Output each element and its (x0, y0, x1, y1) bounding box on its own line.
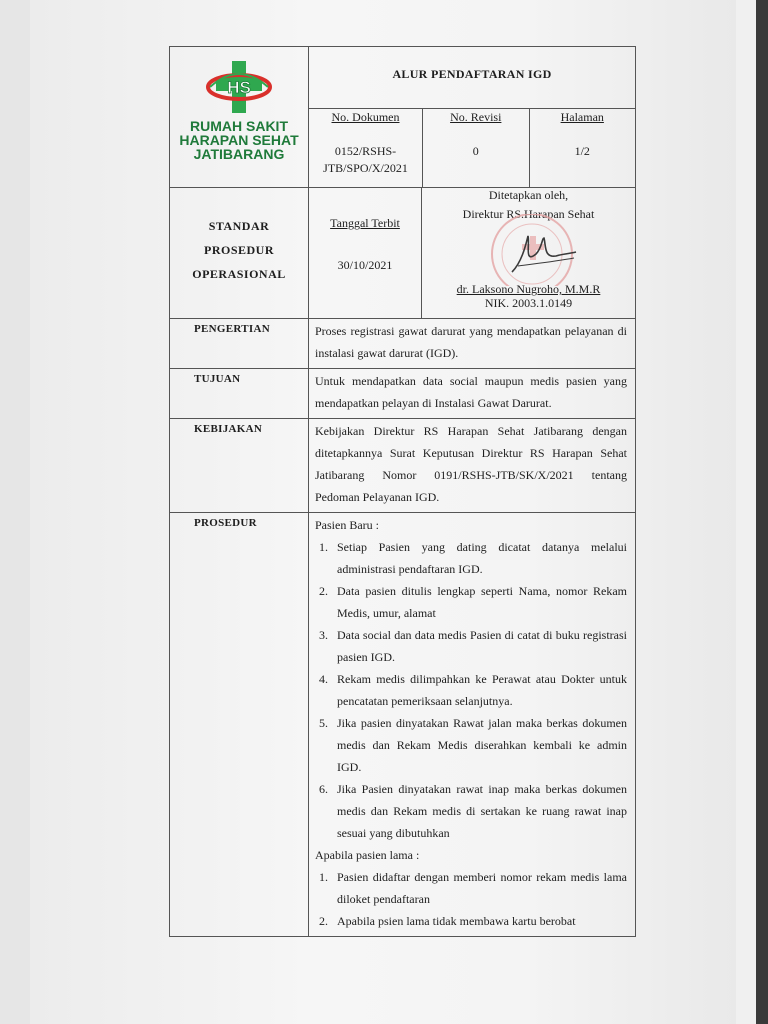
approved-by-label: Ditetapkan oleh, (488, 188, 569, 202)
hospital-logo (204, 59, 274, 117)
doc-number-col (309, 109, 422, 187)
list-item (315, 910, 627, 932)
director-title: Direktur RS.Harapan Sehat (462, 207, 595, 221)
returning-patient-steps (315, 866, 627, 932)
approval-cell (422, 188, 636, 319)
sop-table (169, 46, 636, 937)
revision-col (422, 109, 529, 187)
list-item (315, 536, 627, 580)
step-text: Data social dan data medis Pasien di catat di buku registrasi pasien IGD. (337, 628, 627, 664)
section-label-prosedur: PROSEDUR (170, 513, 309, 937)
doc-number-value: 0152/RSHS-JTB/SPO/X/2021 (323, 144, 408, 175)
hospital-stamp-and-signature (452, 214, 612, 286)
section-text-kebijakan: Kebijakan Direktur RS Harapan Sehat Jatibarang dengan ditetapkannya Surat Keputusan Direktur RS Harapan Sehat Jatibarang Nomor 0191/RSHS-JTB/SK/X/2021 tentang Pedoman Pelayanan IGD. (309, 419, 636, 513)
step-number: 2. (319, 914, 328, 928)
list-item (315, 778, 627, 844)
step-text: Pasien didaftar dengan memberi nomor rekam medis lama diloket pendaftaran (337, 870, 627, 906)
returning-patient-heading: Apabila pasien lama : (315, 848, 420, 862)
revision-label: No. Revisi (450, 110, 502, 124)
sop-line-3: OPERASIONAL (192, 267, 286, 281)
hospital-name-line-1: RUMAH SAKIT (190, 118, 288, 134)
section-label-kebijakan: KEBIJAKAN (170, 419, 309, 513)
step-text: Apabila psien lama tidak membawa kartu berobat (337, 914, 576, 928)
issue-date-value: 30/10/2021 (337, 258, 393, 272)
list-item (315, 866, 627, 910)
hospital-name (170, 119, 308, 161)
page-value: 1/2 (574, 144, 590, 158)
step-text: Setiap Pasien yang dating dicatat datanya melalui administrasi pendaftaran IGD. (337, 540, 627, 576)
step-number: 4. (319, 672, 328, 686)
sop-line-2: PROSEDUR (203, 243, 274, 257)
list-item (315, 624, 627, 668)
list-item (315, 668, 627, 712)
section-label-pengertian: PENGERTIAN (170, 319, 309, 369)
document-title: ALUR PENDAFTARAN IGD (309, 47, 635, 109)
hospital-logo-cell (170, 47, 309, 188)
sop-type-cell (170, 188, 309, 319)
document-meta (309, 109, 635, 187)
new-patient-heading: Pasien Baru : (315, 518, 379, 532)
step-text: Jika Pasien dinyatakan rawat inap maka berkas dokumen medis dan Rekam medis di sertakan ke ruang rawat inap sesuai yang dibutuhkan (337, 782, 627, 840)
logo-monogram: HS (227, 78, 251, 97)
step-number: 5. (319, 716, 328, 730)
header-cell (309, 47, 636, 188)
section-label-tujuan: TUJUAN (170, 369, 309, 419)
sop-line-1: STANDAR (208, 219, 270, 233)
step-text: Rekam medis dilimpahkan ke Perawat atau Dokter untuk pencatatan pemeriksaan selanjutnya. (337, 672, 627, 708)
director-nik: NIK. 2003.1.0149 (484, 296, 573, 310)
page-col (529, 109, 636, 187)
background-edge (756, 0, 768, 1024)
list-item (315, 580, 627, 624)
page-label: Halaman (560, 110, 604, 124)
issue-date-label: Tanggal Terbit (330, 216, 400, 230)
hospital-name-line-2: HARAPAN SEHAT (179, 132, 299, 148)
background-left (0, 0, 30, 1024)
step-number: 1. (319, 870, 328, 884)
hospital-name-line-3: JATIBARANG (193, 146, 285, 162)
step-number: 6. (319, 782, 328, 796)
list-item (315, 712, 627, 778)
section-text-pengertian: Proses registrasi gawat darurat yang mendapatkan pelayanan di instalasi gawat darurat (IGD). (309, 319, 636, 369)
step-text: Data pasien ditulis lengkap seperti Nama, nomor Rekam Medis, umur, alamat (337, 584, 627, 620)
director-name: dr. Laksono Nugroho, M.M.R (456, 282, 601, 296)
step-text: Jika pasien dinyatakan Rawat jalan maka berkas dokumen medis dan Rekam Medis diserahkan kembali ke admin IGD. (337, 716, 627, 774)
step-number: 3. (319, 628, 328, 642)
section-text-prosedur (309, 513, 636, 937)
new-patient-steps (315, 536, 627, 844)
section-text-tujuan: Untuk mendapatkan data social maupun medis pasien yang mendapatkan pelayan di Instalasi Gawat Darurat. (309, 369, 636, 419)
step-number: 2. (319, 584, 328, 598)
doc-number-label: No. Dokumen (331, 110, 400, 124)
step-number: 1. (319, 540, 328, 554)
issue-date-cell (309, 188, 422, 319)
revision-value: 0 (472, 144, 479, 158)
